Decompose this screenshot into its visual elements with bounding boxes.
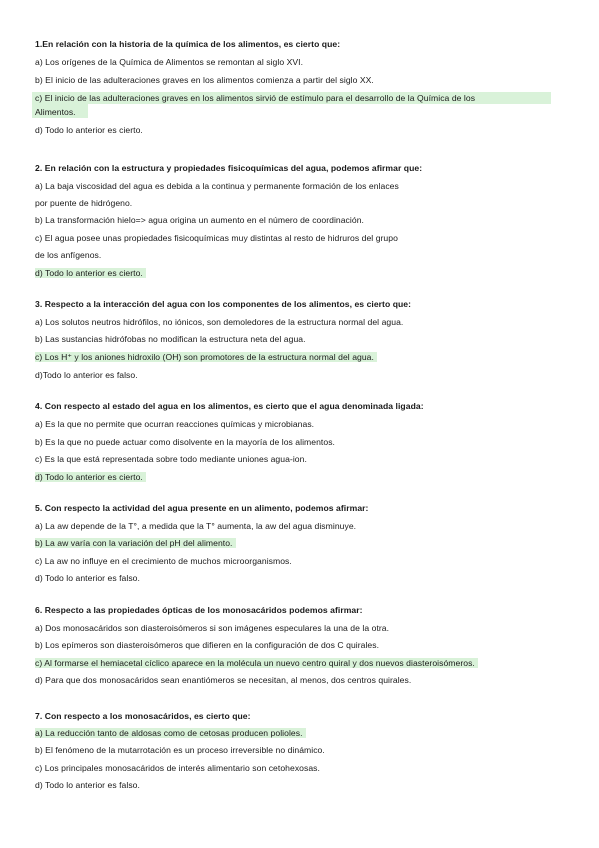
- question-1-option-b: b) El inicio de las adulteraciones graves en los alimentos comienza a partir del siglo XX.: [35, 75, 374, 85]
- question-1-option-a: a) Los orígenes de la Química de Alimentos se remontan al siglo XVI.: [35, 57, 304, 67]
- question-1-title: 1.En relación con la historia de la química de los alimentos, es cierto que:: [35, 39, 341, 49]
- question-5-option-a: a) La aw depende de la T°, a medida que la T° aumenta, la aw del agua disminuye.: [35, 521, 357, 531]
- question-6-option-d: d) Para que dos monosacáridos sean enantiómeros se necesitan, al menos, dos centros quirales.: [35, 675, 412, 685]
- question-6-option-c: c) Al formarse el hemiacetal cíclico aparece en la molécula un nuevo centro quiral y dos nuevos diasteroisómeros.: [35, 658, 478, 668]
- question-2-option-c-cont: de los anfígenos.: [35, 250, 102, 260]
- question-6-option-b: b) Los epímeros son diasteroisómeros que difieren en la configuración de dos C quirales.: [35, 640, 380, 650]
- question-2-option-d: d) Todo lo anterior es cierto.: [35, 268, 146, 278]
- question-3-option-c: c) Los H⁺ y los aniones hidroxilo (OH) son promotores de la estructura normal del agua.: [35, 352, 377, 362]
- question-1-option-d: d) Todo lo anterior es cierto.: [35, 125, 143, 135]
- question-4-option-c: c) Es la que está representada sobre todo mediante uniones agua-ion.: [35, 454, 307, 464]
- question-5-title: 5. Con respecto la actividad del agua presente en un alimento, podemos afirmar:: [35, 503, 369, 513]
- question-7-option-a: a) La reducción tanto de aldosas como de cetosas producen polioles.: [35, 728, 306, 738]
- question-4-option-a: a) Es la que no permite que ocurran reacciones químicas y microbianas.: [35, 419, 315, 429]
- question-4-option-b: b) Es la que no puede actuar como disolvente en la mayoría de los alimentos.: [35, 437, 335, 447]
- question-5-option-c: c) La aw no influye en el crecimiento de muchos microorganismos.: [35, 556, 292, 566]
- question-7-option-c: c) Los principales monosacáridos de interés alimentario son cetohexosas.: [35, 763, 320, 773]
- question-2-option-c: c) El agua posee unas propiedades fisicoquímicas muy distintas al resto de hidruros del grupo: [35, 233, 398, 243]
- question-2-option-a: a) La baja viscosidad del agua es debida a la continua y permanente formación de los enlaces: [35, 181, 399, 191]
- question-2-title: 2. En relación con la estructura y propiedades fisicoquímicas del agua, podemos afirmar que:: [35, 163, 423, 173]
- question-4-title: 4. Con respecto al estado del agua en los alimentos, es cierto que el agua denominada ligada:: [35, 401, 424, 411]
- question-7-title: 7. Con respecto a los monosacáridos, es cierto que:: [35, 711, 251, 721]
- question-4-option-d: d) Todo lo anterior es cierto.: [35, 472, 146, 482]
- question-7-option-b: b) El fenómeno de la mutarrotación es un proceso irreversible no dinámico.: [35, 745, 325, 755]
- question-5-option-d: d) Todo lo anterior es falso.: [35, 573, 140, 583]
- question-7-option-d: d) Todo lo anterior es falso.: [35, 780, 140, 790]
- question-3-option-a: a) Los solutos neutros hidrófilos, no iónicos, son demoledores de la estructura normal del agua.: [35, 317, 404, 327]
- question-3-option-d: d)Todo lo anterior es falso.: [35, 370, 138, 380]
- question-5-option-b: b) La aw varía con la variación del pH del alimento.: [35, 538, 236, 548]
- question-3-option-b: b) Las sustancias hidrófobas no modifican la estructura neta del agua.: [35, 334, 306, 344]
- question-1-option-c: c) El inicio de las adulteraciones graves en los alimentos sirvió de estímulo para el desarrollo de la Química de los: [35, 93, 476, 103]
- question-1-option-c-cont: Alimentos.: [35, 107, 76, 117]
- question-3-title: 3. Respecto a la interacción del agua con los componentes de los alimentos, es cierto que:: [35, 299, 412, 309]
- question-6-title: 6. Respecto a las propiedades ópticas de los monosacáridos podemos afirmar:: [35, 605, 363, 615]
- question-6-option-a: a) Dos monosacáridos son diasteroisómeros si son imágenes especulares la una de la otra.: [35, 623, 390, 633]
- question-2-option-a-cont: por puente de hidrógeno.: [35, 198, 133, 208]
- question-2-option-b: b) La transformación hielo=> agua origina un aumento en el número de coordinación.: [35, 215, 364, 225]
